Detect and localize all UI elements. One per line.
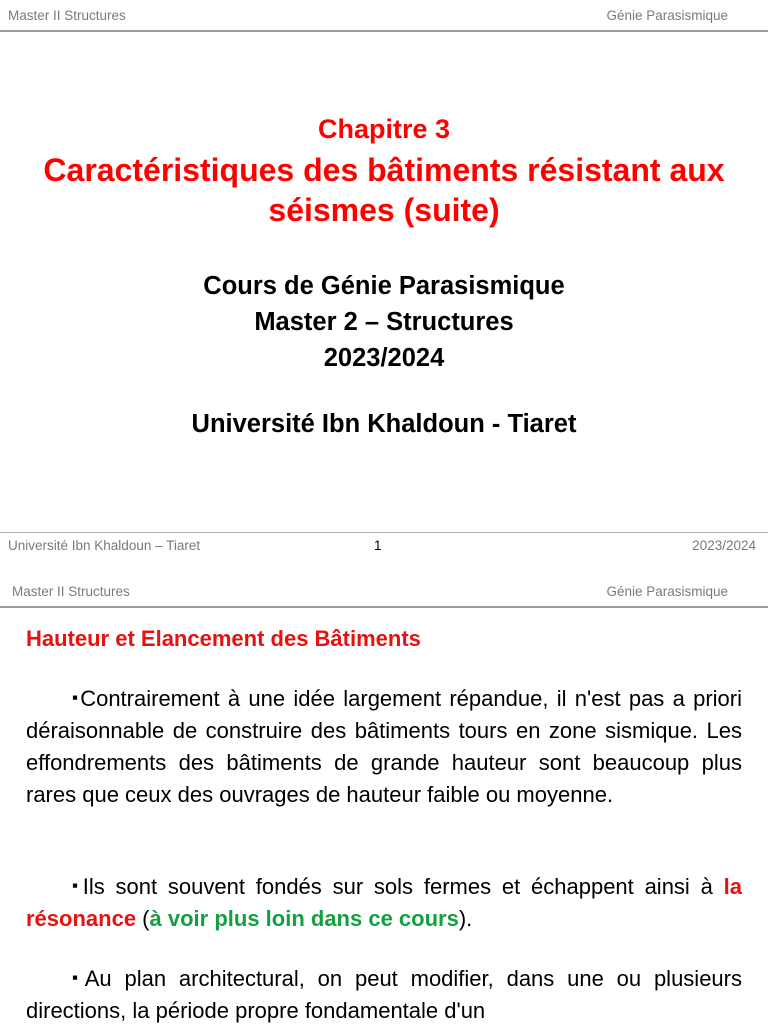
paragraph-2 bbox=[26, 870, 742, 935]
paragraph-1 bbox=[26, 682, 742, 811]
section-title: Hauteur et Elancement des Bâtiments bbox=[26, 626, 421, 651]
footer-divider bbox=[0, 532, 768, 533]
paren-close: ). bbox=[458, 906, 473, 931]
course-year: 2023/2024 bbox=[323, 344, 445, 372]
header-right: Génie Parasismique bbox=[606, 8, 728, 23]
header-right: Génie Parasismique bbox=[606, 584, 728, 599]
header-divider bbox=[0, 30, 768, 32]
square-bullet-icon: ▪ bbox=[72, 876, 83, 895]
chapter-label: Chapitre 3 bbox=[317, 114, 451, 144]
paragraph-2-text: Ils sont souvent fondés sur sols fermes et échappent ainsi à bbox=[82, 874, 724, 899]
chapter-title-line1: Caractéristiques des bâtiments résistant aux bbox=[43, 152, 725, 188]
header-left: Master II Structures bbox=[12, 584, 130, 599]
header-left: Master II Structures bbox=[8, 8, 126, 23]
footer-left: Université Ibn Khaldoun – Tiaret bbox=[8, 538, 201, 553]
chapter-title bbox=[0, 150, 768, 230]
course-name: Cours de Génie Parasismique bbox=[203, 272, 565, 300]
square-bullet-icon: ▪ bbox=[72, 688, 81, 707]
see-later-highlight: à voir plus loin dans ce cours bbox=[149, 906, 459, 931]
course-info bbox=[0, 268, 768, 376]
header-divider bbox=[0, 606, 768, 608]
university-name: Université Ibn Khaldoun - Tiaret bbox=[191, 410, 577, 438]
paragraph-3 bbox=[26, 962, 742, 1024]
paragraph-3-text: Au plan architectural, on peut modifier, dans une ou plusieurs directions, la période propre fondamentale d'un bbox=[26, 966, 742, 1023]
chapter-title-line2: séismes (suite) bbox=[268, 192, 500, 228]
paren-open: ( bbox=[136, 906, 150, 931]
footer-right: 2023/2024 bbox=[692, 538, 756, 553]
square-bullet-icon: ▪ bbox=[72, 968, 85, 987]
course-level: Master 2 – Structures bbox=[254, 308, 514, 336]
content-slide bbox=[0, 576, 768, 1024]
page-number: 1 bbox=[374, 538, 382, 553]
paragraph-1-text: Contrairement à une idée largement répandue, il n'est pas a priori déraisonnable de construire des bâtiments tours en zone sismique. Les effondrements des bâtiments de grande hauteur sont beaucoup plus rares que ceux des ouvrages de hauteur faible ou moyenne. bbox=[26, 686, 742, 807]
resonance-highlight: la résonance bbox=[26, 874, 743, 931]
